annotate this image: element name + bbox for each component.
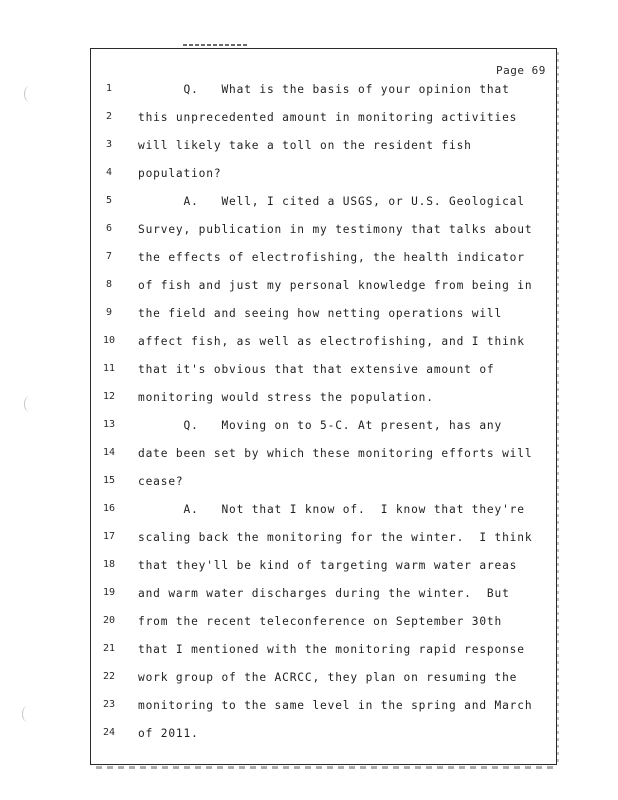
line-number: 16 [102,503,116,514]
line-number: 3 [105,139,113,150]
line-text: monitoring would stress the population. [138,391,434,404]
line-text: from the recent teleconference on September 30th [138,615,503,628]
line-text: the field and seeing how netting operations will [138,307,503,320]
line-text: will likely take a toll on the resident fish [138,139,472,152]
line-number: 20 [102,615,116,626]
line-text: and warm water discharges during the winter. But [138,587,510,600]
line-number: 4 [105,167,113,178]
line-text: monitoring to the same level in the spring and March [138,699,533,712]
binder-hole-mark [24,86,35,102]
line-number: 13 [102,419,116,430]
line-text: of fish and just my personal knowledge from being in [138,279,533,292]
page-border-shadow-right [557,52,559,766]
line-text: that they'll be kind of targeting warm water areas [138,559,518,572]
line-text: date been set by which these monitoring efforts will [138,447,533,460]
line-number: 7 [105,251,113,262]
line-number: 8 [105,279,113,290]
line-text: cease? [138,475,184,488]
line-text: Q. What is the basis of your opinion that [138,83,510,96]
line-text: Q. Moving on to 5-C. At present, has any [138,419,503,432]
line-text: affect fish, as well as electrofishing, and I think [138,335,525,348]
line-text: A. Well, I cited a USGS, or U.S. Geological [138,195,525,208]
line-number: 5 [105,195,113,206]
line-number: 14 [102,447,116,458]
page-border [90,48,557,765]
line-text: Survey, publication in my testimony that talks about [138,223,533,236]
line-number: 11 [102,363,116,374]
line-number: 6 [105,223,113,234]
line-number: 18 [102,559,116,570]
line-number: 10 [102,335,116,346]
line-number: 2 [105,111,113,122]
line-number: 17 [102,531,116,542]
line-number: 22 [102,671,116,682]
line-number: 1 [105,83,113,94]
line-text: work group of the ACRCC, they plan on resuming the [138,671,518,684]
binder-hole-mark [22,706,33,722]
line-number: 15 [102,475,116,486]
line-number: 12 [102,391,116,402]
line-number: 9 [105,307,113,318]
binder-hole-mark [24,396,35,412]
page-border-shadow-bottom [96,766,558,769]
line-number: 24 [102,727,116,738]
line-text: this unprecedented amount in monitoring activities [138,111,518,124]
line-number: 23 [102,699,116,710]
line-text: that I mentioned with the monitoring rapid response [138,643,525,656]
line-number: 21 [102,643,116,654]
line-text: population? [138,167,222,180]
line-text: of 2011. [138,727,199,740]
line-text: that it's obvious that that extensive amount of [138,363,495,376]
line-number: 19 [102,587,116,598]
page-number: Page 69 [496,64,546,77]
top-scan-mark [183,44,247,46]
line-text: scaling back the monitoring for the winter. I think [138,531,533,544]
line-text: the effects of electrofishing, the health indicator [138,251,525,264]
line-text: A. Not that I know of. I know that they're [138,503,525,516]
